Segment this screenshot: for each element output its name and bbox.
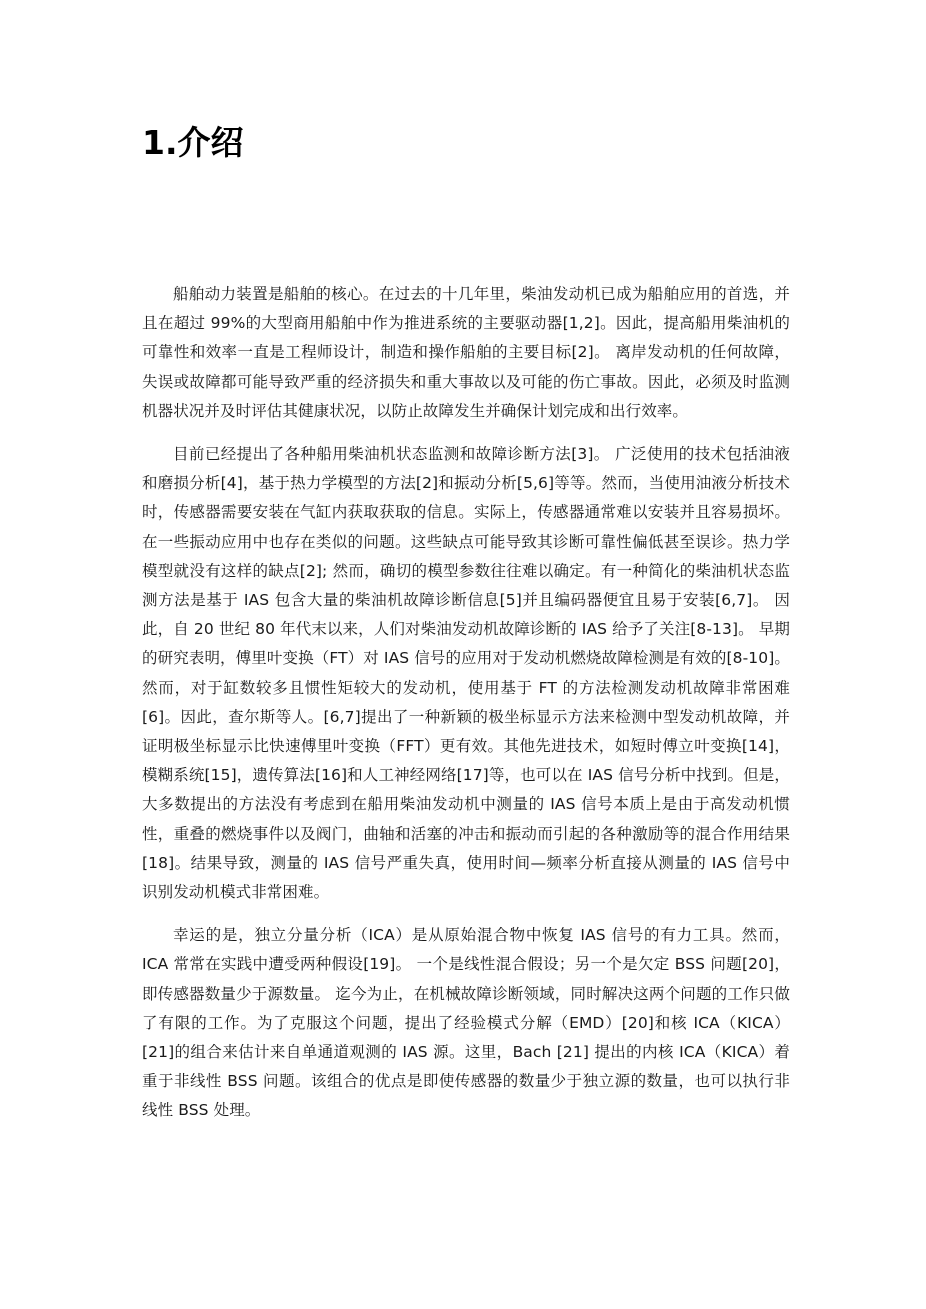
- paragraph-3: 幸运的是，独立分量分析（ICA）是从原始混合物中恢复 IAS 信号的有力工具。然而，ICA 常常在实践中遭受两种假设[19]。 一个是线性混合假设；另一个是欠定 BSS 问题[20]，即传感器数量少于源数量。 迄今为止，在机械故障诊断领域，同时解决这两个问题的工作只做了有限的工作。为了克服这个问题，提出了经验模式分解（EMD）[20]和核 ICA（KICA）[21]的组合来估计来自单通道观测的 IAS 源。这里，Bach [21] 提出的内核 ICA（KICA）着重于非线性 BSS 问题。该组合的优点是即使传感器的数量少于独立源的数量，也可以执行非线性 BSS 处理。: [142, 926, 790, 1120]
- paragraph-2: 目前已经提出了各种船用柴油机状态监测和故障诊断方法[3]。 广泛使用的技术包括油液和磨损分析[4]，基于热力学模型的方法[2]和振动分析[5,6]等等。然而，当使用油液分析技术时，传感器需要安装在气缸内获取获取的信息。实际上，传感器通常难以安装并且容易损坏。在一些振动应用中也存在类似的问题。这些缺点可能导致其诊断可靠性偏低甚至误诊。热力学模型就没有这样的缺点[2]; 然而，确切的模型参数往往难以确定。有一种简化的柴油机状态监测方法是基于 IAS 包含大量的柴油机故障诊断信息[5]并且编码器便宜且易于安装[6,7]。 因此，自 20 世纪 80 年代末以来，人们对柴油发动机故障诊断的 IAS 给予了关注[8-13]。 早期的研究表明，傅里叶变换（FT）对 IAS 信号的应用对于发动机燃烧故障检测是有效的[8-10]。然而，对于缸数较多且惯性矩较大的发动机，使用基于 FT 的方法检测发动机故障非常困难[6]。因此，查尔斯等人。[6,7]提出了一种新颖的极坐标显示方法来检测中型发动机故障，并证明极坐标显示比快速傅里叶变换（FFT）更有效。其他先进技术，如短时傅立叶变换[14]，模糊系统[15]，遗传算法[16]和人工神经网络[17]等，也可以在 IAS 信号分析中找到。但是，大多数提出的方法没有考虑到在船用柴油发动机中测量的 IAS 信号本质上是由于高发动机惯性，重叠的燃烧事件以及阀门，曲轴和活塞的冲击和振动而引起的各种激励等的混合作用结果[18]。结果导致，测量的 IAS 信号严重失真，使用时间—频率分析直接从测量的 IAS 信号中识别发动机模式非常困难。: [142, 445, 790, 902]
- section-heading: 1.介绍: [142, 123, 244, 162]
- paragraph-1: 船舶动力装置是船舶的核心。在过去的十几年里，柴油发动机已成为船舶应用的首选，并且在超过 99%的大型商用船舶中作为推进系统的主要驱动器[1,2]。因此，提高船用柴油机的可靠性和效率一直是工程师设计，制造和操作船舶的主要目标[2]。 离岸发动机的任何故障，失误或故障都可能导致严重的经济损失和重大事故以及可能的伤亡事故。因此，必须及时监测机器状况并及时评估其健康状况，以防止故障发生并确保计划完成和出行效率。: [142, 285, 790, 420]
- body-text: [142, 280, 790, 1140]
